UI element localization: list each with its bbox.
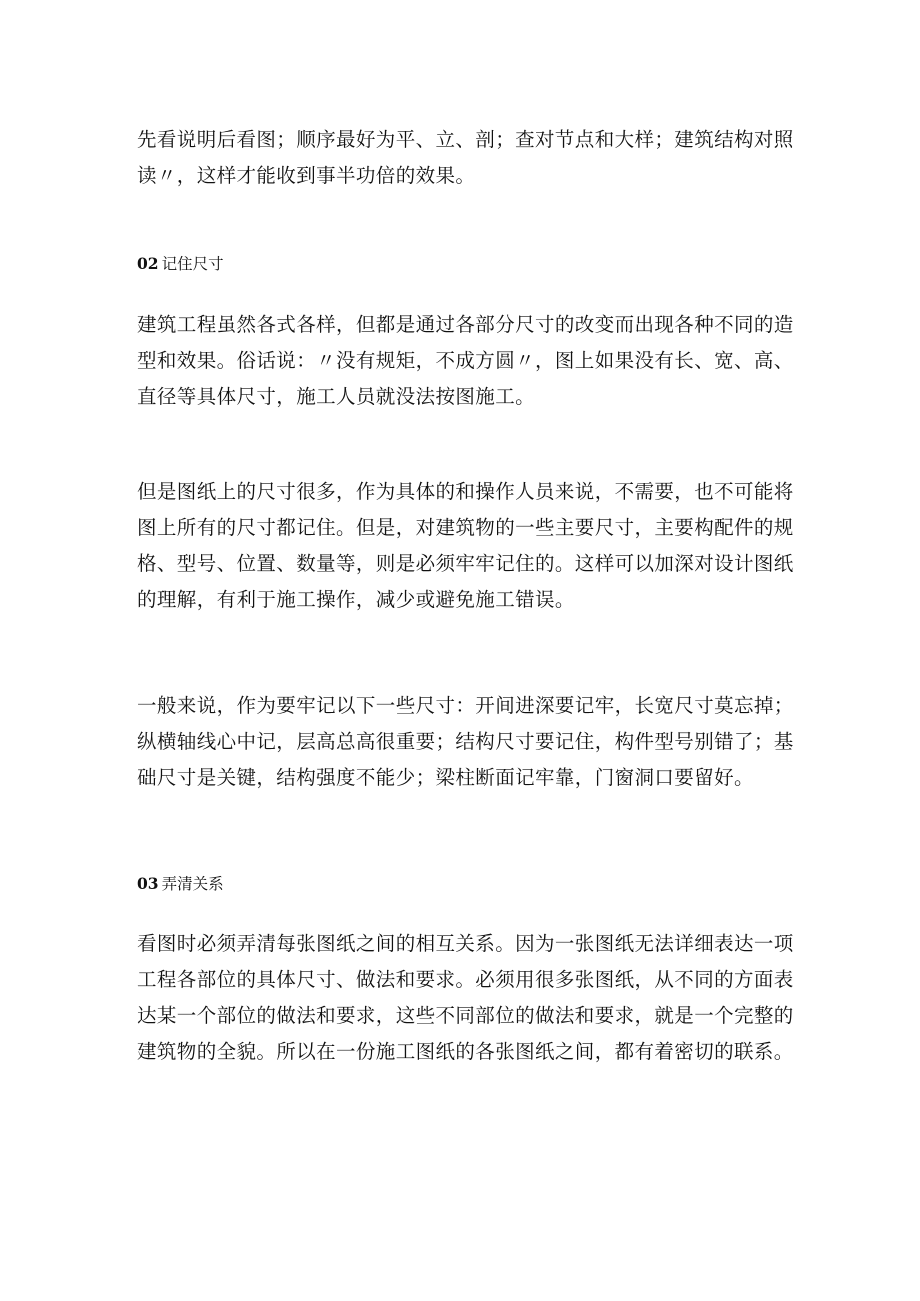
section-title: 记住尺寸 xyxy=(161,255,224,273)
section-title: 弄清关系 xyxy=(161,875,224,893)
section-heading-02 xyxy=(137,252,797,276)
section-heading-03 xyxy=(137,872,797,896)
paragraph-reading-order xyxy=(137,122,797,194)
paragraph-text: 先看说明后看图；顺序最好为平、立、剖；查对节点和大样；建筑结构对照读〃，这样才能收到事半功倍的效果。 xyxy=(137,128,794,187)
section-number: 02 xyxy=(137,254,159,273)
paragraph-text: 一般来说，作为要牢记以下一些尺寸：开间进深要记牢，长宽尺寸莫忘掉；纵横轴线心中记，层高总高很重要；结构尺寸要记住，构件型号别错了；基础尺寸是关键，结构强度不能少；梁柱断面记牢靠，门窗洞口要留好。 xyxy=(137,694,794,789)
paragraph-dimensions-list xyxy=(137,688,797,796)
paragraph-text: 但是图纸上的尺寸很多，作为具体的和操作人员来说，不需要，也不可能将图上所有的尺寸都记住。但是，对建筑物的一些主要尺寸，主要构配件的规格、型号、位置、数量等，则是必须牢牢记住的。这样可以加深对设计图纸的理解，有利于施工操作，减少或避免施工错误。 xyxy=(137,480,794,611)
paragraph-text: 看图时必须弄清每张图纸之间的相互关系。因为一张图纸无法详细表达一项工程各部位的具体尺寸、做法和要求。必须用很多张图纸，从不同的方面表达某一个部位的做法和要求，这些不同部位的做法和要求，就是一个完整的建筑物的全貌。所以在一份施工图纸的各张图纸之间，都有着密切的联系。 xyxy=(137,932,794,1063)
paragraph-dimensions-intro xyxy=(137,307,797,415)
paragraph-relationships xyxy=(137,926,797,1070)
paragraph-dimensions-memorize xyxy=(137,474,797,618)
section-number: 03 xyxy=(137,874,159,893)
paragraph-text: 建筑工程虽然各式各样，但都是通过各部分尺寸的改变而出现各种不同的造型和效果。俗话说：〃没有规矩，不成方圆〃，图上如果没有长、宽、高、直径等具体尺寸，施工人员就没法按图施工。 xyxy=(137,313,794,408)
